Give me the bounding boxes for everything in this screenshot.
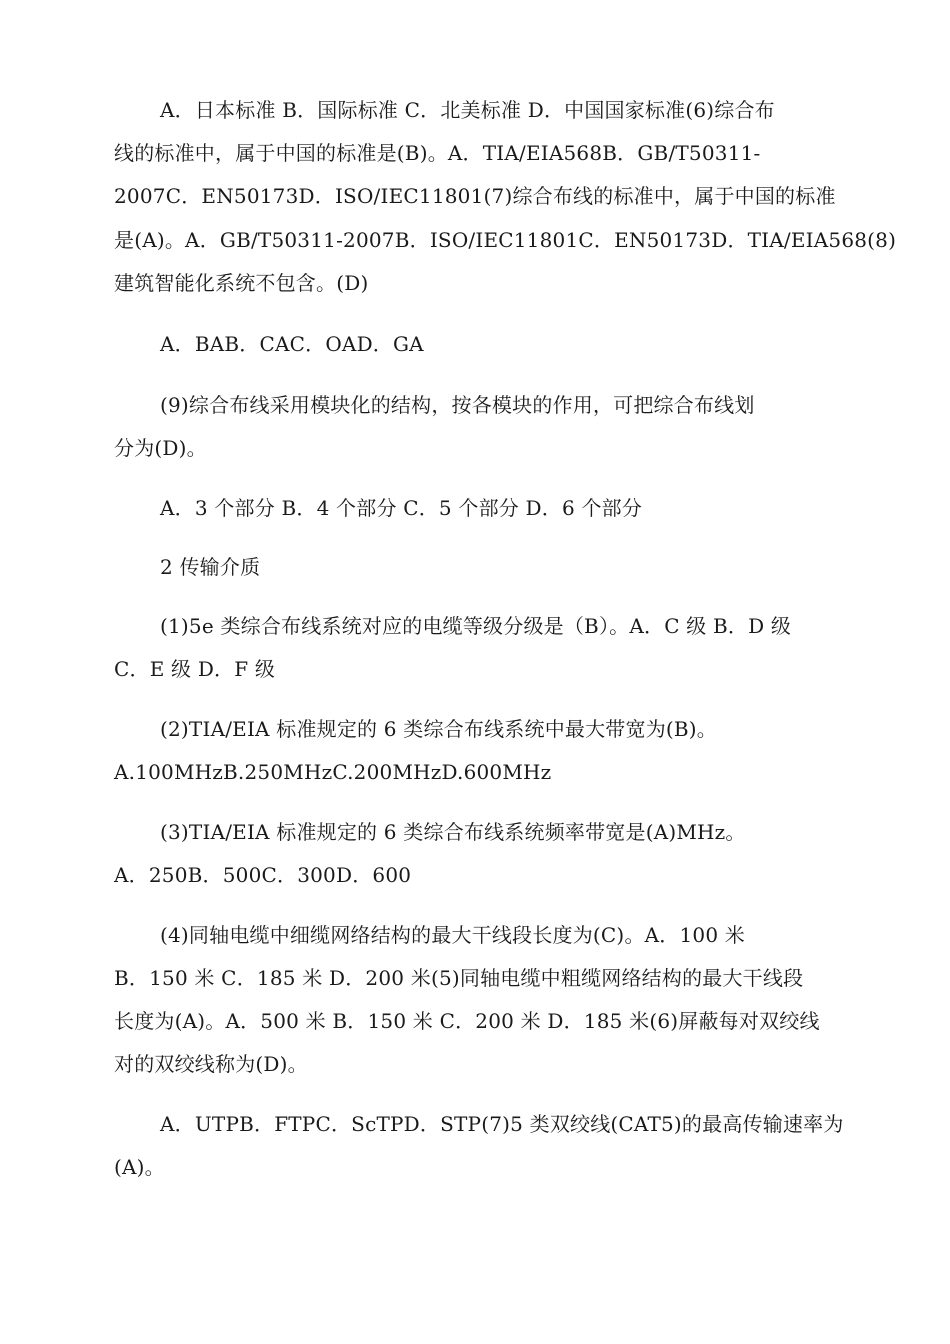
text-line: (9)综合布线采用模块化的结构，按各模块的作用，可把综合布线划 bbox=[160, 393, 755, 417]
text-line: 长度为(A)。A．500 米 B．150 米 C．200 米 D．185 米(6)屏蔽每对双绞线 bbox=[114, 1009, 820, 1033]
text-line: 线的标准中，属于中国的标准是(B)。A．TIA/EIA568B．GB/T50311- bbox=[114, 141, 761, 165]
text-line: (1)5e 类综合布线系统对应的电缆等级分级是（B）。A．C 级 B．D 级 bbox=[160, 614, 792, 638]
text-line: A．250B．500C．300D．600 bbox=[114, 863, 412, 887]
text-line: 对的双绞线称为(D)。 bbox=[114, 1052, 308, 1076]
section-heading: 2 传输介质 bbox=[160, 555, 261, 579]
text-line: B．150 米 C．185 米 D．200 米(5)同轴电缆中粗缆网络结构的最大干线段 bbox=[114, 966, 804, 990]
text-line: 分为(D)。 bbox=[114, 436, 207, 460]
text-line: A．日本标准 B．国际标准 C．北美标准 D．中国国家标准(6)综合布 bbox=[160, 98, 775, 122]
text-line: A．BAB．CAC．OAD．GA bbox=[160, 332, 424, 356]
text-line: A.100MHzB.250MHzC.200MHzD.600MHz bbox=[114, 760, 552, 784]
text-line: A．UTPB．FTPC．ScTPD．STP(7)5 类双绞线(CAT5)的最高传输速率为 bbox=[160, 1112, 844, 1136]
text-line: (A)。 bbox=[114, 1155, 165, 1179]
text-line: 建筑智能化系统不包含。(D) bbox=[114, 271, 369, 295]
text-line: 2007C．EN50173D．ISO/IEC11801(7)综合布线的标准中，属于中国的标准 bbox=[114, 184, 836, 208]
text-line: (3)TIA/EIA 标准规定的 6 类综合布线系统频率带宽是(A)MHz。 bbox=[160, 820, 746, 844]
text-line: C．E 级 D．F 级 bbox=[114, 657, 276, 681]
text-line: A．3 个部分 B．4 个部分 C．5 个部分 D．6 个部分 bbox=[160, 496, 643, 520]
text-line: (2)TIA/EIA 标准规定的 6 类综合布线系统中最大带宽为(B)。 bbox=[160, 717, 717, 741]
text-line: 是(A)。A．GB/T50311-2007B．ISO/IEC11801C．EN50173D．TIA/EIA568(8) bbox=[114, 228, 897, 252]
text-line: (4)同轴电缆中细缆网络结构的最大干线段长度为(C)。A．100 米 bbox=[160, 923, 746, 947]
